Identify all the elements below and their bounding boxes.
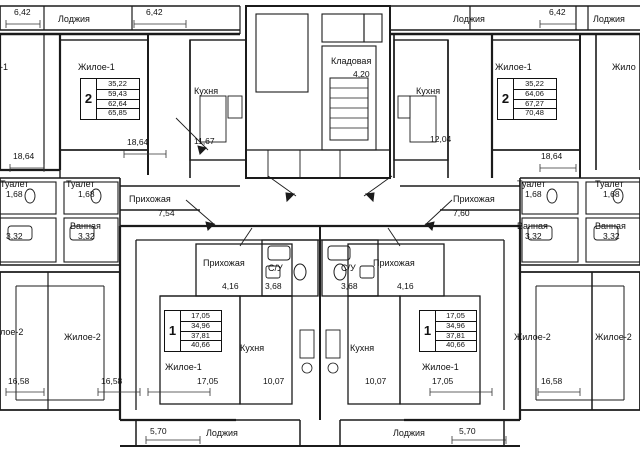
room-label-prihozhaya-top-left: Прихожая (129, 194, 171, 204)
room-label-prihozhaya-top-right: Прихожая (453, 194, 495, 204)
dim-6-42-b: 6,42 (146, 7, 163, 17)
room-label-loggia-bottom-right: Лоджия (393, 428, 425, 438)
room-label-zhiloe1-right: Жилое-1 (495, 62, 532, 72)
dim-10-07-left: 10,07 (263, 376, 285, 386)
area-stamp-rooms-count: 2 (81, 79, 97, 119)
dim-6-42-c: 6,42 (549, 7, 566, 17)
area-value-living: 35,22 (525, 79, 544, 89)
area-value-total-b: 37,81 (180, 331, 221, 341)
area-stamp-top-right (497, 78, 557, 120)
area-value-total-b: 62,64 (96, 99, 139, 109)
room-label-vannaya-3: Ванная (595, 221, 626, 231)
room-label-kitchen-bottom-left: Кухня (240, 343, 265, 353)
dim-18-64-right: 18,64 (541, 151, 563, 161)
area-value-total-a: 64,06 (513, 89, 556, 99)
dim-16-58-b: 16,58 (101, 376, 123, 386)
dim-17-05-right: 17,05 (432, 376, 454, 386)
area-stamp-rooms-count: 1 (165, 311, 181, 351)
dim-10-07-right: 10,07 (365, 376, 387, 386)
room-label-zhiloe1-left: Жилое-1 (78, 62, 115, 72)
dim-17-05-left: 17,05 (197, 376, 219, 386)
dim-5-70-right: 5,70 (459, 426, 476, 436)
room-label-kitchen-bottom-right: Кухня (350, 343, 375, 353)
dim-6-42-a: 6,42 (14, 7, 31, 17)
room-label-tualet-2: Туалет (66, 179, 95, 189)
dim-vannaya-3-32-a: 3,32 (6, 231, 23, 241)
area-value-living: 17,05 (191, 311, 210, 321)
room-label-loggia-top-right: Лоджия (453, 14, 485, 24)
dim-7-60: 7,60 (453, 208, 470, 218)
area-value-total-b: 37,81 (435, 331, 476, 341)
dim-tualet-1-68-b: 1,68 (78, 189, 95, 199)
room-label-su-right: С/У (341, 263, 356, 273)
room-label-zhiloe2-far-left: лое-2 (0, 327, 24, 337)
area-value-total-c: 40,66 (180, 340, 221, 350)
room-label-tualet-4: Туалет (595, 179, 624, 189)
room-label-vannaya-1: Ванная (70, 221, 101, 231)
room-label-zhiloe1-bottom-left: Жилое-1 (165, 362, 202, 372)
area-stamp-top-left (80, 78, 140, 120)
area-value-total-a: 34,96 (180, 321, 221, 331)
dim-tualet-1-68-c: 1,68 (525, 189, 542, 199)
area-value-total-a: 34,96 (435, 321, 476, 331)
area-value-total-c: 40,66 (435, 340, 476, 350)
room-label-zhiloe2-right: Жилое-2 (514, 332, 551, 342)
dim-vannaya-3-32-b: 3,32 (78, 231, 95, 241)
room-label-zhiloe1-far-right: Жило (612, 62, 636, 72)
dim-3-68-left: 3,68 (265, 281, 282, 291)
area-stamp-bottom-left (164, 310, 222, 352)
area-value-total-c: 65,85 (96, 108, 139, 118)
area-value-living: 17,05 (446, 311, 465, 321)
room-label-tualet-3: Туалет (517, 179, 546, 189)
area-stamp-rooms-count: 1 (420, 311, 436, 351)
dim-vannaya-3-32-d: 3,32 (603, 231, 620, 241)
dim-7-54: 7,54 (158, 208, 175, 218)
room-label-su-left: С/У (268, 263, 283, 273)
room-label-zhiloe2-far-right: Жилое-2 (595, 332, 632, 342)
room-label-zhiloe1-bottom-right: Жилое-1 (422, 362, 459, 372)
room-label-kitchen-top-left: Кухня (194, 86, 219, 96)
area-value-total-a: 59,43 (96, 89, 139, 99)
room-label-kitchen-top-right: Кухня (416, 86, 441, 96)
room-label-kladovaya: Кладовая (331, 56, 372, 66)
dim-5-70-left: 5,70 (150, 426, 167, 436)
area-stamp-bottom-right (419, 310, 477, 352)
room-label-zhiloe2-left: Жилое-2 (64, 332, 101, 342)
room-label-prihozhaya-bottom-left: Прихожая (203, 258, 245, 268)
dim-18-64-left-b: 18,64 (127, 137, 149, 147)
area-value-total-c: 70,48 (513, 108, 556, 118)
dim-16-58-a: 16,58 (8, 376, 30, 386)
dim-4-16-left: 4,16 (222, 281, 239, 291)
room-label-tualet-1: Туалет (0, 179, 29, 189)
area-value-total-b: 67,27 (513, 99, 556, 109)
room-label-prihozhaya-bottom-right: Прихожая (373, 258, 415, 268)
area-value-living: 35,22 (108, 79, 127, 89)
dim-3-68-right: 3,68 (341, 281, 358, 291)
dim-vannaya-3-32-c: 3,32 (525, 231, 542, 241)
dim-tualet-1-68-d: 1,68 (603, 189, 620, 199)
dim-18-64-left: 18,64 (13, 151, 35, 161)
dim-11-67: 11,67 (194, 136, 215, 146)
dim-12-04: 12,04 (430, 134, 452, 144)
area-stamp-rooms-count: 2 (498, 79, 514, 119)
dim-4-16-right: 4,16 (397, 281, 414, 291)
dim-kladovaya-4-20: 4,20 (353, 69, 370, 79)
room-label-loggia-top-far-right: Лоджия (593, 14, 625, 24)
dim-16-58-c: 16,58 (541, 376, 563, 386)
room-label-loggia-top-left: Лоджия (58, 14, 90, 24)
room-label-vannaya-2: Ванная (517, 221, 548, 231)
dim-tualet-1-68-a: 1,68 (6, 189, 23, 199)
room-label-zhiloe1-far-left: -1 (0, 62, 9, 72)
room-label-loggia-bottom-left: Лоджия (206, 428, 238, 438)
